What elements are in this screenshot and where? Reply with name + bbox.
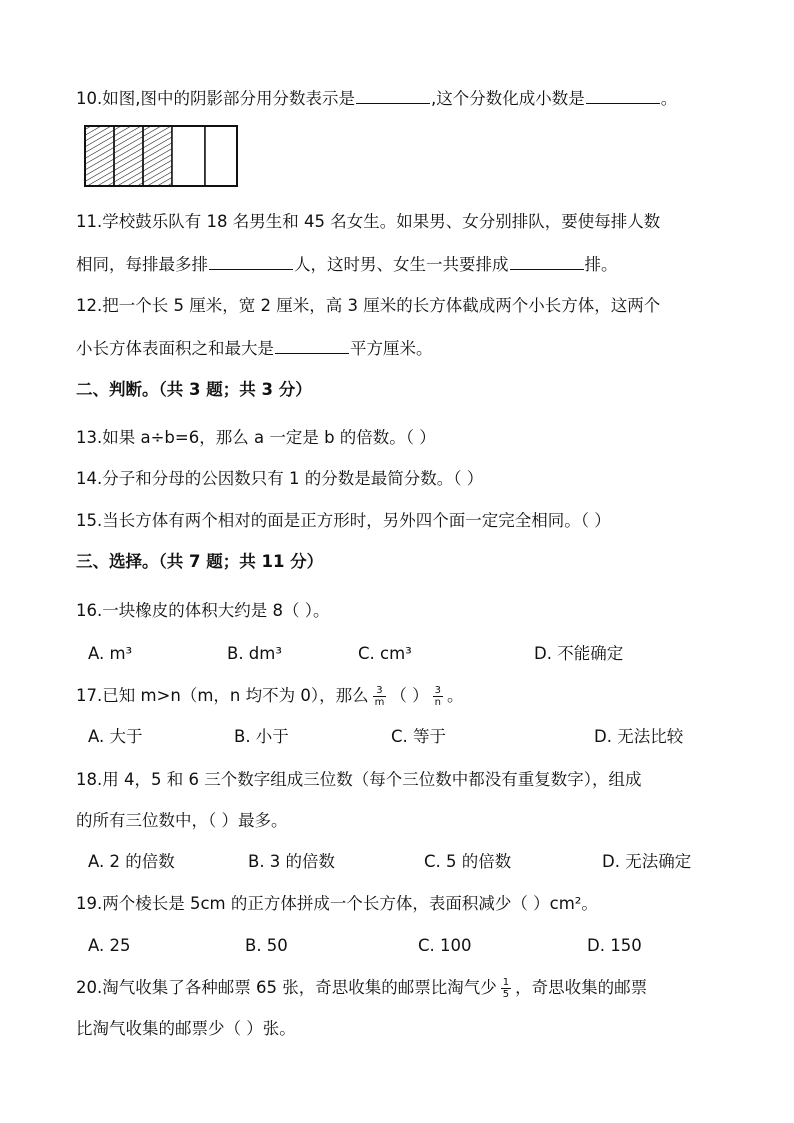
q12-line-1: 12.把一个长 5 厘米，宽 2 厘米，高 3 厘米的长方体截成两个小长方体，这两个 bbox=[76, 296, 661, 315]
q17-option-d[interactable]: D. 无法比较 bbox=[594, 727, 684, 746]
q10-figure-shaded-part bbox=[143, 126, 172, 186]
q10-answer-blank-1[interactable] bbox=[356, 87, 430, 104]
question-12-line-1 bbox=[76, 295, 660, 317]
q18-option-b[interactable]: B. 3 的倍数 bbox=[248, 852, 336, 871]
q12-line-2-b: 平方厘米。 bbox=[350, 339, 433, 358]
q10-figure-shaded-part bbox=[85, 126, 114, 186]
question-20-line-1 bbox=[76, 977, 647, 1000]
q12-line-2-a: 小长方体表面积之和最大是 bbox=[76, 339, 274, 358]
q17-fraction-3-over-m bbox=[373, 685, 387, 708]
q20-line-1-a: 20.淘气收集了各种邮票 65 张，奇思收集的邮票比淘气少 bbox=[76, 978, 497, 997]
q16-option-a[interactable]: A. m³ bbox=[88, 644, 133, 663]
question-12-line-2 bbox=[76, 337, 433, 360]
q10-figure-shaded-part bbox=[114, 126, 143, 186]
q11-line-2-c: 排。 bbox=[584, 255, 618, 274]
q10-answer-blank-2[interactable] bbox=[586, 87, 660, 104]
question-13: 13.如果 a÷b=6，那么 a 一定是 b 的倍数。（ ） bbox=[76, 428, 436, 447]
q18-option-d[interactable]: D. 无法确定 bbox=[602, 852, 692, 871]
question-18-line-1: 18.用 4，5 和 6 三个数字组成三位数（每个三位数中都没有重复数字），组成 bbox=[76, 770, 642, 789]
q16-option-c[interactable]: C. cm³ bbox=[358, 644, 412, 663]
q17-frac1-numerator: 3 bbox=[376, 685, 383, 696]
q10-figure-blank-part bbox=[205, 126, 237, 186]
q16-option-b[interactable]: B. dm³ bbox=[227, 644, 282, 663]
q17-option-c[interactable]: C. 等于 bbox=[391, 727, 447, 746]
question-20-line-2: 比淘气收集的邮票少（ ）张。 bbox=[76, 1019, 296, 1038]
question-10 bbox=[76, 87, 677, 110]
q16-option-d[interactable]: D. 不能确定 bbox=[534, 644, 624, 663]
q17-option-b[interactable]: B. 小于 bbox=[234, 727, 289, 746]
q18-option-c[interactable]: C. 5 的倍数 bbox=[424, 852, 512, 871]
q19-option-c[interactable]: C. 100 bbox=[418, 936, 472, 955]
q18-option-a[interactable]: A. 2 的倍数 bbox=[88, 852, 175, 871]
q11-line-2-a: 相同，每排最多排 bbox=[76, 255, 208, 274]
q10-text-c: 。 bbox=[660, 89, 678, 108]
q17-fraction-3-over-n bbox=[433, 685, 443, 708]
q19-option-d[interactable]: D. 150 bbox=[587, 936, 642, 955]
q10-figure-blank-part bbox=[172, 126, 205, 186]
q10-text-b: ,这个分数化成小数是 bbox=[431, 89, 585, 108]
q17-option-a[interactable]: A. 大于 bbox=[88, 727, 143, 746]
question-18-line-2: 的所有三位数中，（ ）最多。 bbox=[76, 811, 288, 830]
q10-text-a: 10.如图,图中的阴影部分用分数表示是 bbox=[76, 89, 355, 108]
q11-line-1: 11.学校鼓乐队有 18 名男生和 45 名女生。如果男、女分别排队，要使每排人数 bbox=[76, 212, 661, 231]
q17-end: 。 bbox=[446, 686, 464, 705]
question-14: 14.分子和分母的公因数只有 1 的分数是最简分数。（ ） bbox=[76, 469, 484, 488]
q19-option-b[interactable]: B. 50 bbox=[245, 936, 288, 955]
q17-frac1-denominator: m bbox=[374, 697, 385, 708]
q11-answer-blank-1[interactable] bbox=[209, 253, 293, 270]
q20-frac-denominator: 5 bbox=[502, 989, 510, 1000]
q20-line-1-b: ，奇思收集的邮票 bbox=[515, 978, 648, 997]
q12-answer-blank[interactable] bbox=[275, 337, 349, 354]
q11-line-2-b: 人，这时男、女生一共要排成 bbox=[294, 255, 509, 274]
q17-stem: 17.已知 m>n（m，n 均不为 0），那么 bbox=[76, 686, 369, 705]
question-11-line-1 bbox=[76, 211, 660, 233]
q17-frac2-numerator: 3 bbox=[434, 685, 441, 696]
q11-answer-blank-2[interactable] bbox=[510, 253, 584, 270]
q20-frac-numerator: 1 bbox=[502, 977, 510, 988]
question-16: 16.一块橡皮的体积大约是 8（ ）。 bbox=[76, 601, 330, 620]
question-19: 19.两个棱长是 5cm 的正方体拼成一个长方体，表面积减少（ ）cm²。 bbox=[76, 894, 598, 913]
q10-fraction-figure bbox=[84, 124, 240, 188]
q17-frac2-denominator: n bbox=[434, 697, 441, 708]
section-3-heading: 三、选择。（共 7 题；共 11 分） bbox=[76, 552, 324, 571]
question-11-line-2 bbox=[76, 253, 618, 276]
question-15: 15.当长方体有两个相对的面是正方形时，另外四个面一定完全相同。（ ） bbox=[76, 511, 611, 530]
question-17 bbox=[76, 685, 463, 708]
q17-blank-paren: （ ） bbox=[390, 686, 429, 705]
q19-option-a[interactable]: A. 25 bbox=[88, 936, 131, 955]
q20-fraction-1-over-5 bbox=[501, 977, 511, 1000]
section-2-heading: 二、判断。（共 3 题；共 3 分） bbox=[76, 380, 312, 399]
